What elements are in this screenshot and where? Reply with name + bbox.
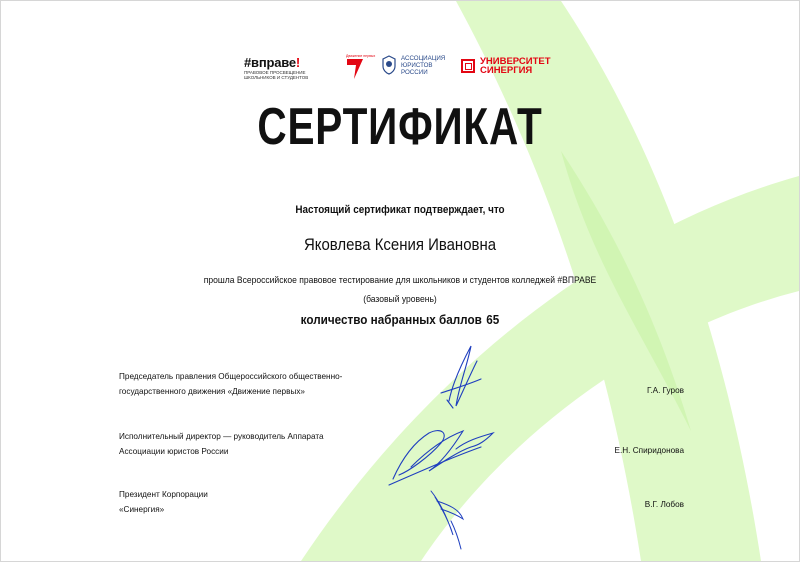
- coat-of-arms-icon: [381, 55, 397, 75]
- signatory-name: Г.А. Гуров: [646, 386, 684, 395]
- assoc-line-3: РОССИИ: [401, 69, 428, 76]
- signatory-role: Президент Корпорации «Синергия»: [119, 490, 208, 514]
- synergy-line-1: УНИВЕРСИТЕТ: [480, 56, 551, 67]
- level-text: (базовый уровень): [363, 294, 437, 305]
- assoc-line-1: АССОЦИАЦИЯ: [401, 55, 446, 62]
- svg-text:Движение первых: Движение первых: [346, 54, 376, 58]
- dvizhenie-pervyh-emblem-icon: [344, 53, 376, 81]
- synergy-line-2: СИНЕРГИЯ: [480, 65, 533, 76]
- signatory-name: Е.Н. Спиридонова: [614, 446, 684, 455]
- dvizhenie-pervyh-logo: [344, 53, 376, 86]
- partner-logos: [1, 53, 799, 83]
- score-value: 65: [486, 312, 500, 327]
- recipient-name: Яковлева Ксения Ивановна: [303, 235, 497, 254]
- vprave-logo-subtitle: ПРАВОВОЕ ПРОСВЕЩЕНИЕ ШКОЛЬНИКОВ И СТУДЕНТОВ: [244, 70, 309, 80]
- signatory-role: Исполнительный директор — руководитель Аппарата Ассоциации юристов России: [119, 432, 324, 456]
- signatory-role: Председатель правления Общероссийского общественно- государственного движения «Движение первых»: [119, 372, 343, 396]
- signatory-name: В.Г. Лобов: [644, 500, 684, 509]
- passed-description: прошла Всероссийское правовое тестирование для школьников и студентов колледжей #ВПРАВЕ: [203, 275, 597, 286]
- confirm-text: Настоящий сертификат подтверждает, что: [295, 204, 505, 216]
- assoc-lawyers-logo: [381, 55, 445, 76]
- vprave-logo-text: #вправе: [244, 55, 296, 70]
- synergy-square-icon: [461, 59, 475, 73]
- score-label: количество набранных баллов: [300, 312, 482, 327]
- certificate-title: СЕРТИФИКАТ: [257, 98, 543, 156]
- score-line: [41, 312, 759, 327]
- synergy-university-logo: [461, 57, 551, 75]
- assoc-line-2: ЮРИСТОВ: [401, 62, 433, 69]
- vprave-logo: #вправе! ПРАВОВОЕ ПРОСВЕЩЕНИЕ ШКОЛЬНИКОВ И СТУДЕНТОВ: [244, 55, 330, 80]
